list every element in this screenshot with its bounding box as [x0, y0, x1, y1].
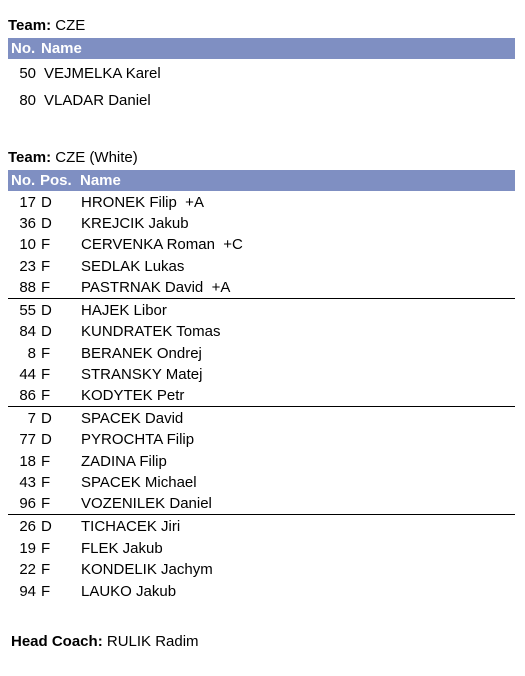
player-number: 88: [19, 279, 36, 296]
skater-row: [8, 429, 515, 450]
line-separator: [8, 298, 515, 299]
player-number: 94: [19, 583, 36, 600]
player-position: F: [41, 258, 51, 275]
head-coach-line: [11, 633, 199, 651]
player-name: BERANEK Ondrej: [81, 345, 202, 362]
player-name: VOZENILEK Daniel: [81, 495, 212, 512]
player-number: 8: [27, 345, 36, 362]
skater-row: [8, 364, 515, 385]
skater-row: [8, 493, 515, 514]
player-name: STRANSKY Matej: [81, 366, 203, 383]
skater-row: [8, 213, 515, 234]
player-position: D: [41, 215, 52, 232]
player-name: KODYTEK Petr: [81, 387, 185, 404]
player-number: 84: [19, 323, 36, 340]
skater-table-header: [8, 170, 515, 191]
goalie-row: [8, 90, 515, 111]
goalie-table-header: [8, 38, 515, 59]
goalie-team-value: CZE: [55, 17, 86, 34]
player-position: D: [41, 302, 52, 319]
skater-row: [8, 451, 515, 472]
skater-team-label: Team:: [8, 149, 52, 166]
skater-row: [8, 277, 515, 298]
player-name: LAUKO Jakub: [81, 583, 177, 600]
player-position: F: [41, 561, 51, 578]
player-position: F: [41, 279, 51, 296]
skater-row: [8, 538, 515, 559]
goalie-row: [8, 63, 515, 84]
player-number: 36: [19, 215, 36, 232]
skater-row: [8, 559, 515, 580]
skater-row: [8, 234, 515, 255]
player-number: 17: [19, 194, 36, 211]
player-number: 80: [19, 92, 36, 109]
player-position: F: [41, 474, 51, 491]
goalie-team-line: [8, 17, 85, 35]
header-no: No.: [11, 172, 36, 189]
header-name: Name: [80, 172, 121, 189]
player-name: HAJEK Libor: [81, 302, 167, 319]
player-name: VLADAR Daniel: [44, 92, 151, 109]
player-position: D: [41, 323, 52, 340]
player-position: D: [41, 431, 52, 448]
player-number: 7: [27, 410, 36, 427]
header-pos: Pos.: [40, 172, 72, 189]
player-position: F: [41, 345, 51, 362]
player-name: PASTRNAK David +A: [81, 279, 231, 296]
player-number: 43: [19, 474, 36, 491]
player-position: F: [41, 366, 51, 383]
line-separator: [8, 406, 515, 407]
player-position: D: [41, 194, 52, 211]
player-name: CERVENKA Roman +C: [81, 236, 243, 253]
player-name: SEDLAK Lukas: [81, 258, 185, 275]
skater-row: [8, 581, 515, 602]
player-number: 86: [19, 387, 36, 404]
skater-row: [8, 256, 515, 277]
player-name: HRONEK Filip +A: [81, 194, 204, 211]
player-name: FLEK Jakub: [81, 540, 163, 557]
player-position: F: [41, 453, 51, 470]
player-number: 26: [19, 518, 36, 535]
skater-row: [8, 385, 515, 406]
skater-row: [8, 472, 515, 493]
skater-row: [8, 300, 515, 321]
player-number: 18: [19, 453, 36, 470]
player-number: 50: [19, 65, 36, 82]
player-position: F: [41, 540, 51, 557]
line-separator: [8, 514, 515, 515]
player-name: PYROCHTA Filip: [81, 431, 195, 448]
player-position: D: [41, 518, 52, 535]
player-position: F: [41, 583, 51, 600]
player-name: TICHACEK Jiri: [81, 518, 181, 535]
player-number: 19: [19, 540, 36, 557]
player-number: 55: [19, 302, 36, 319]
skater-row: [8, 408, 515, 429]
player-number: 77: [19, 431, 36, 448]
player-number: 10: [19, 236, 36, 253]
skater-team-value: CZE (White): [55, 149, 138, 166]
player-name: ZADINA Filip: [81, 453, 167, 470]
player-number: 22: [19, 561, 36, 578]
player-name: KUNDRATEK Tomas: [81, 323, 221, 340]
player-position: F: [41, 236, 51, 253]
player-number: 44: [19, 366, 36, 383]
player-position: D: [41, 410, 52, 427]
skater-row: [8, 516, 515, 537]
skater-team-line: [8, 149, 138, 167]
player-name: VEJMELKA Karel: [44, 65, 161, 82]
skater-row: [8, 192, 515, 213]
player-name: SPACEK Michael: [81, 474, 197, 491]
player-number: 96: [19, 495, 36, 512]
skater-row: [8, 343, 515, 364]
head-coach-value: RULIK Radim: [106, 633, 199, 650]
player-number: 23: [19, 258, 36, 275]
head-coach-label: Head Coach:: [11, 633, 103, 650]
player-position: F: [41, 495, 51, 512]
player-name: KREJCIK Jakub: [81, 215, 189, 232]
skater-row: [8, 321, 515, 342]
player-name: KONDELIK Jachym: [81, 561, 213, 578]
header-no: No.: [11, 40, 36, 57]
header-name: Name: [41, 40, 82, 57]
player-name: SPACEK David: [81, 410, 184, 427]
player-position: F: [41, 387, 51, 404]
goalie-team-label: Team:: [8, 17, 52, 34]
